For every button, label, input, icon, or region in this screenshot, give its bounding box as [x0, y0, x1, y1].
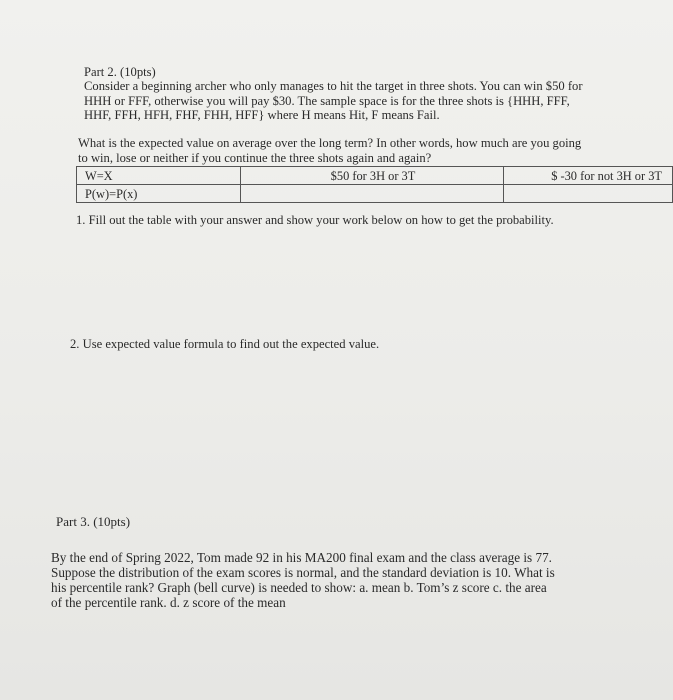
table-cell	[503, 185, 672, 203]
part2-intro-line: HHF, FFH, HFH, FHF, FHH, HFF} where H means Hit, F means Fail.	[84, 108, 440, 122]
part3-line: Suppose the distribution of the exam scores is normal, and the standard deviation is 10. What is	[51, 565, 555, 580]
part3-title: Part 3. (10pts)	[56, 514, 131, 529]
part3-line: his percentile rank? Graph (bell curve) is needed to show: a. mean b. Tom’s z score c. the area	[51, 580, 547, 595]
question-item-1: 1. Fill out the table with your answer and show your work below on how to get the probability.	[76, 213, 554, 227]
part3-line: By the end of Spring 2022, Tom made 92 in his MA200 final exam and the class average is 77.	[51, 550, 552, 565]
table-cell: P(w)=P(x)	[77, 185, 241, 203]
probability-table	[76, 166, 673, 203]
part2-title: Part 2. (10pts)	[84, 65, 156, 79]
part2-question-line: to win, lose or neither if you continue the three shots again and again?	[78, 150, 432, 165]
table-cell	[241, 185, 504, 203]
table-row	[77, 185, 673, 203]
table-cell: $ -30 for not 3H or 3T	[503, 167, 672, 185]
part2-intro-line: Consider a beginning archer who only manages to hit the target in three shots. You can win $50 for	[84, 79, 583, 93]
question-item-2: 2. Use expected value formula to find out the expected value.	[70, 337, 380, 351]
part3-line: of the percentile rank. d. z score of the mean	[51, 595, 286, 610]
table-cell: W=X	[77, 167, 241, 185]
table-cell: $50 for 3H or 3T	[241, 167, 504, 185]
table-row	[77, 167, 673, 185]
part2-intro-line: HHH or FFF, otherwise you will pay $30. The sample space is for the three shots is {HHH, FFF,	[84, 93, 570, 108]
part2-question-line: What is the expected value on average over the long term? In other words, how much are you going	[78, 136, 582, 150]
